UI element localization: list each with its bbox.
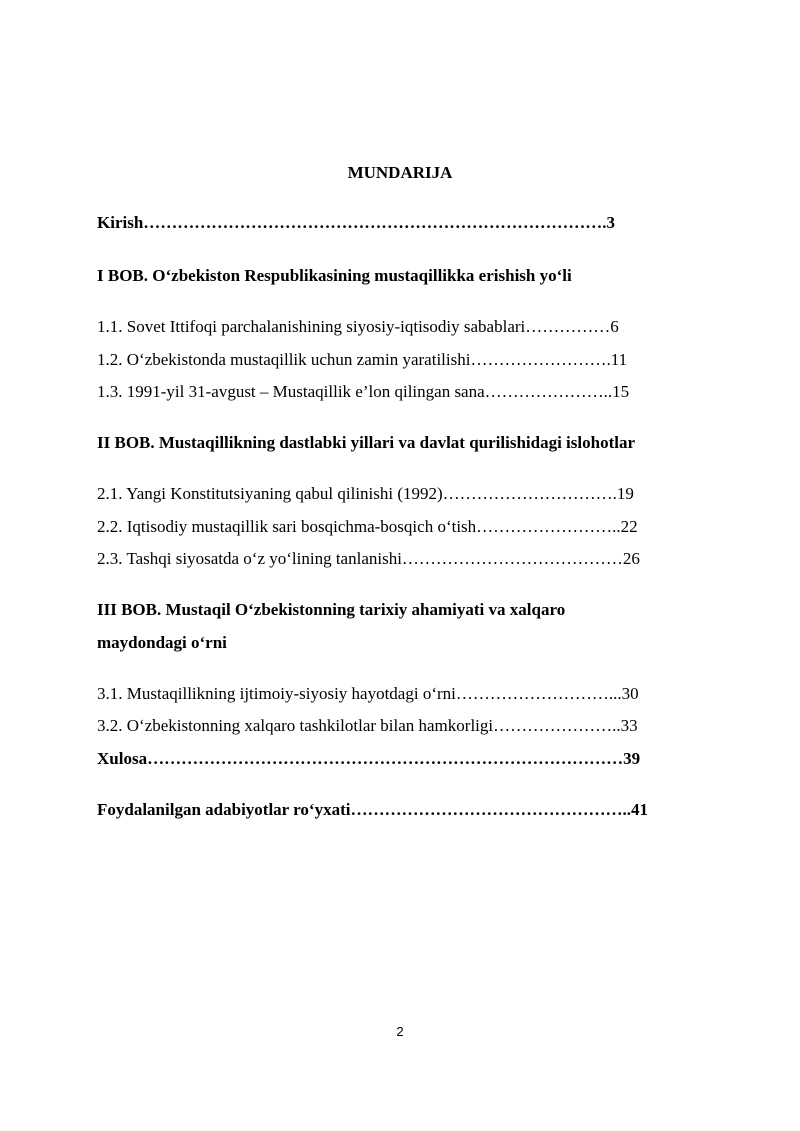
toc-entry-2-1: 2.1. Yangi Konstitutsiyaning qabul qilinishi (1992)………………………….19 — [97, 484, 634, 503]
toc-entry-2-3: 2.3. Tashqi siyosatda o‘z yo‘lining tanlanishi…………………………………26 — [97, 549, 640, 568]
toc-entry-1-2: 1.2. O‘zbekistonda mustaqillik uchun zamin yaratilishi…………………….11 — [97, 350, 628, 369]
toc-chapter-3-heading-line-1: III BOB. Mustaqil O‘zbekistonning tarixiy ahamiyati va xalqaro — [97, 600, 566, 619]
toc-entry-1-3: 1.3. 1991-yil 31-avgust – Mustaqillik e’lon qilingan sana…………………..15 — [97, 382, 630, 401]
toc-entry-introduction: Kirish……………………………………………………………………….3 — [97, 213, 616, 232]
toc-entry-references: Foydalanilgan adabiyotlar ro‘yxati…………………………………………..41 — [97, 800, 648, 819]
toc-entry-3-2: 3.2. O‘zbekistonning xalqaro tashkilotlar bilan hamkorligi…………………..33 — [97, 716, 638, 735]
page-title: MUNDARIJA — [347, 163, 453, 182]
toc-chapter-1-heading: I BOB. O‘zbekiston Respublikasining mustaqillikka erishish yo‘li — [97, 266, 572, 285]
toc-chapter-2-heading: II BOB. Mustaqillikning dastlabki yillari va davlat qurilishidagi islohotlar — [97, 433, 635, 452]
toc-entry-1-1: 1.1. Sovet Ittifoqi parchalanishining siyosiy-iqtisodiy sabablari……………6 — [97, 317, 619, 336]
page-number: 2 — [396, 1024, 404, 1039]
toc-entry-conclusion: Xulosa…………………………………………………………………………39 — [97, 749, 641, 768]
toc-entry-2-2: 2.2. Iqtisodiy mustaqillik sari bosqichma-bosqich o‘tish……………………..22 — [97, 517, 638, 536]
toc-entry-3-1: 3.1. Mustaqillikning ijtimoiy-siyosiy hayotdagi o‘rni………………………...30 — [97, 684, 639, 703]
toc-chapter-3-heading-line-2: maydondagi o‘rni — [97, 633, 227, 652]
